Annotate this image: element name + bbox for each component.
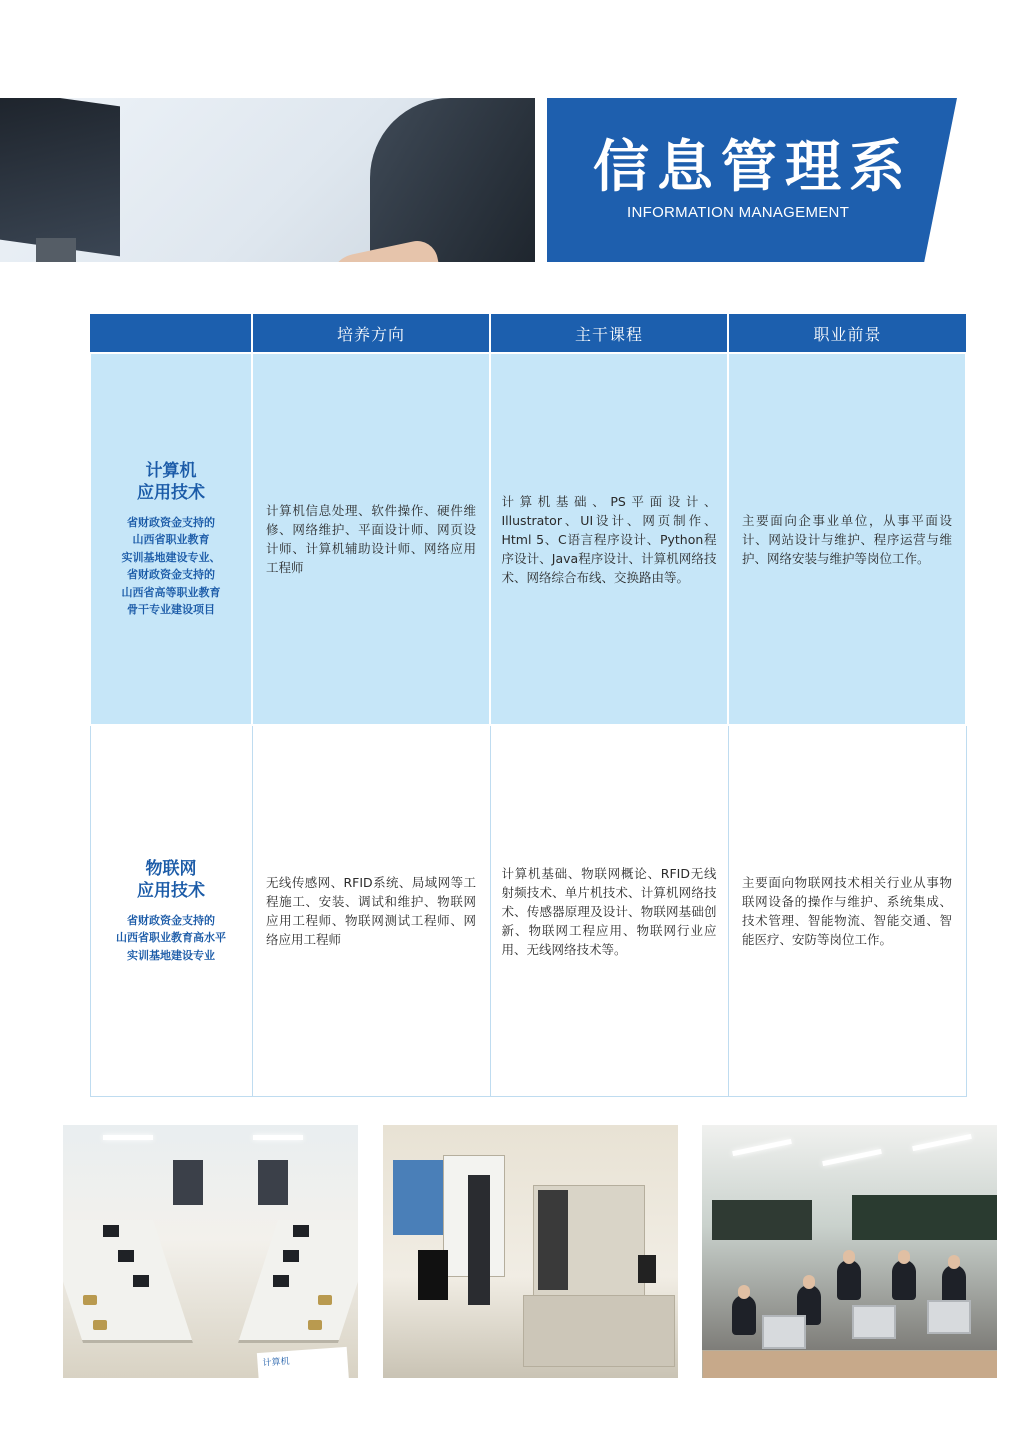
curtain-shape — [852, 1195, 997, 1240]
major-cell — [90, 353, 252, 725]
major-note: 省财政资金支持的 山西省职业教育高水平 实训基地建设专业 — [116, 913, 226, 962]
courses-cell — [490, 353, 728, 725]
light-shape — [253, 1135, 303, 1140]
student-shape — [942, 1265, 966, 1305]
pc-shape — [118, 1250, 134, 1262]
computer-shape — [927, 1300, 971, 1334]
computer-shape — [852, 1305, 896, 1339]
light-shape — [732, 1139, 792, 1156]
page-title: 信息管理系 — [593, 135, 913, 200]
phone-shape — [638, 1255, 656, 1283]
face-shape — [898, 1250, 910, 1264]
pc-shape — [133, 1275, 149, 1287]
header-cell-prospects: 职业前景 — [728, 314, 966, 353]
display-board-shape — [393, 1160, 448, 1235]
blackboard-shape — [712, 1200, 812, 1240]
monitor-shape — [0, 98, 120, 256]
desk-shape — [523, 1295, 675, 1367]
stool-shape — [318, 1295, 332, 1305]
courses-text: 计算机基础、物联网概论、RFID无线射频技术、单片机技术、计算机网络技术、传感器原理及设计、物联网基础创新、物联网工程应用、物联网行业应用、无线网络技术等。 — [501, 865, 717, 957]
rack-shape — [173, 1160, 203, 1205]
desk-row-shape — [63, 1220, 193, 1343]
header-photo-office — [0, 98, 535, 262]
header-cell-courses: 主干课程 — [490, 314, 728, 353]
computer-shape — [762, 1315, 806, 1349]
face-shape — [843, 1250, 855, 1264]
light-shape — [912, 1134, 972, 1151]
stool-shape — [308, 1320, 322, 1330]
pc-shape — [283, 1250, 299, 1262]
major-name: 物联网 应用技术 — [137, 858, 205, 901]
photo-computer-lab — [63, 1125, 358, 1378]
table-row — [90, 725, 966, 1097]
courses-cell — [490, 725, 728, 1097]
student-shape — [892, 1260, 916, 1300]
header-cell-empty — [90, 314, 252, 353]
prospects-cell — [728, 725, 966, 1097]
book-shape: 计算机 — [257, 1347, 349, 1378]
page-subtitle: INFORMATION MANAGEMENT — [627, 204, 850, 221]
prospects-cell — [728, 353, 966, 725]
table-header-row — [90, 314, 966, 353]
chair-shape — [418, 1250, 448, 1300]
prospects-text: 主要面向企事业单位，从事平面设计、网站设计与维护、程序运营与维护、网络安装与维护等岗位工作。 — [742, 512, 952, 566]
direction-text: 无线传感网、RFID系统、局域网等工程施工、安装、调试和维护、物联网应用工程师、物联网测试工程师、网络应用工程师 — [266, 875, 476, 947]
major-note: 省财政资金支持的 山西省职业教育 实训基地建设专业、 省财政资金支持的 山西省高等职业教育 骨干专业建设项目 — [121, 515, 221, 616]
table-row — [90, 353, 966, 725]
direction-text: 计算机信息处理、软件操作、硬件维修、网络维护、平面设计师、网页设计师、计算机辅助设计师、网络应用工程师 — [266, 503, 476, 575]
rack-shape — [468, 1175, 490, 1305]
major-name: 计算机 应用技术 — [137, 460, 205, 503]
stool-shape — [83, 1295, 97, 1305]
desk-row-shape — [238, 1220, 358, 1343]
student-shape — [837, 1260, 861, 1300]
rack-shape — [538, 1190, 568, 1290]
photo-iot-lab — [383, 1125, 678, 1378]
light-shape — [822, 1149, 882, 1166]
programs-table — [89, 314, 967, 1097]
major-cell — [90, 725, 252, 1097]
prospects-text: 主要面向物联网技术相关行业从事物联网设备的操作与维护、系统集成、技术管理、智能物流、智能交通、智能医疗、安防等岗位工作。 — [742, 875, 952, 947]
direction-cell — [252, 725, 490, 1097]
face-shape — [803, 1275, 815, 1289]
person-shape — [370, 98, 535, 262]
monitor-stand-shape — [36, 238, 76, 262]
stool-shape — [93, 1320, 107, 1330]
direction-cell — [252, 353, 490, 725]
rack-shape — [258, 1160, 288, 1205]
courses-text: 计算机基础、PS平面设计、Illustrator、UI设计、网页制作、Html 5、C语言程序设计、Python程序设计、Java程序设计、计算机网络技术、网络综合布线、交换路由等。 — [501, 493, 717, 585]
photo-classroom — [702, 1125, 997, 1378]
pc-shape — [103, 1225, 119, 1237]
face-shape — [738, 1285, 750, 1299]
light-shape — [103, 1135, 153, 1140]
pc-shape — [273, 1275, 289, 1287]
desk-shape — [702, 1350, 997, 1378]
header-cell-direction: 培养方向 — [252, 314, 490, 353]
face-shape — [948, 1255, 960, 1269]
pc-shape — [293, 1225, 309, 1237]
student-shape — [732, 1295, 756, 1335]
